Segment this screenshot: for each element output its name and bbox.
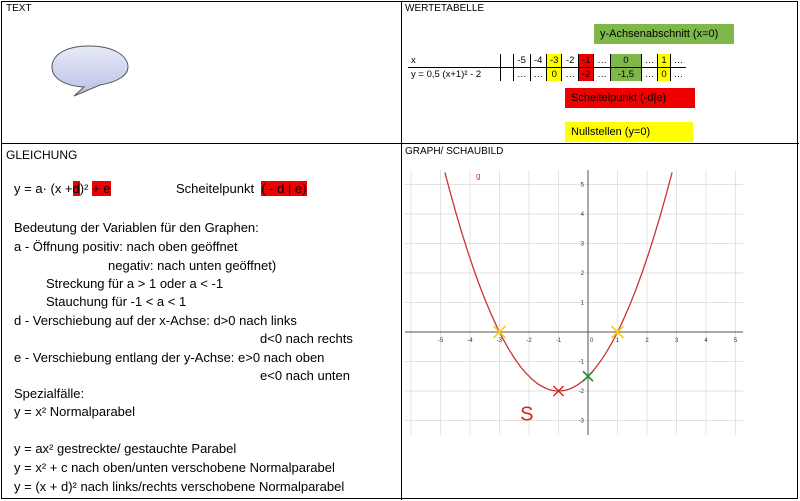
d-shift-line: d - Verschiebung auf der x-Achse: d>0 nach links bbox=[14, 313, 297, 328]
x-tick-label: 3 bbox=[674, 338, 679, 344]
x-tick-label: -5 bbox=[437, 338, 444, 344]
equation-cell-title: GLEICHUNG bbox=[6, 148, 78, 162]
d-shift-line-2: d<0 nach rechts bbox=[260, 331, 353, 346]
x-tick-label: -1 bbox=[555, 338, 562, 344]
table-cell-title: WERTETABELLE bbox=[405, 3, 485, 14]
x-row: x -5 -4 -3 -2 -1 … 0 … 1 … bbox=[408, 54, 686, 68]
streckung-line: Streckung für a > 1 oder a < -1 bbox=[46, 276, 224, 291]
y-tick-label: 3 bbox=[580, 241, 584, 248]
y-tick-label: 2 bbox=[580, 271, 584, 277]
parabola-graph bbox=[405, 170, 743, 435]
y-tick-label: 1 bbox=[580, 300, 584, 307]
x-tick-label: -2 bbox=[526, 338, 532, 344]
y-row: y = 0,5 (x+1)² - 2 … … 0 … -2 … -1,5 … 0 … bbox=[408, 68, 686, 82]
y-row-label: y = 0,5 (x+1)² - 2 bbox=[411, 69, 482, 80]
x-tick-label: -3 bbox=[496, 338, 503, 344]
y-tick-label: -2 bbox=[578, 389, 584, 395]
special-stretched: y = ax² gestreckte/ gestauchte Parabel bbox=[14, 441, 237, 456]
x-tick-label: 1 bbox=[615, 338, 620, 344]
special-shift-y: y = x² + c nach oben/unten verschobene Normalparabel bbox=[14, 460, 335, 475]
y-tick-label: 4 bbox=[580, 212, 584, 218]
vertex-legend: Scheitelpunkt (-d|e) bbox=[565, 88, 695, 108]
y-tick-label: -3 bbox=[578, 418, 584, 425]
zeros-legend: Nullstellen (y=0) bbox=[565, 122, 693, 142]
e-shift-line: e - Verschiebung entlang der y-Achse: e>0 nach oben bbox=[14, 350, 325, 365]
y-intercept-legend: y-Achsenabschnitt (x=0) bbox=[594, 24, 734, 44]
x-tick-label: 2 bbox=[645, 338, 649, 344]
d-highlight: d bbox=[72, 181, 80, 196]
row-divider bbox=[2, 143, 799, 144]
a-negative-line: negativ: nach unten geöffnet) bbox=[108, 258, 277, 273]
vertex-handwritten-label: S bbox=[520, 403, 534, 426]
meaning-heading: Bedeutung der Variablen für den Graphen: bbox=[14, 220, 259, 235]
a-opening-line: a - Öffnung positiv: nach oben geöffnet bbox=[14, 239, 238, 254]
x-tick-label: 0 bbox=[590, 338, 594, 344]
special-normal: y = x² Normalparabel bbox=[14, 404, 136, 419]
text-cell-title: TEXT bbox=[6, 3, 32, 14]
e-highlight: + e bbox=[92, 181, 111, 196]
y-tick-label: -1 bbox=[578, 359, 584, 366]
vertex-formula: Scheitelpunkt ( - d | e) bbox=[176, 181, 307, 196]
vertex-value: ( - d | e) bbox=[261, 181, 307, 196]
e-shift-line-2: e<0 nach unten bbox=[260, 368, 350, 383]
function-label: g bbox=[475, 171, 481, 181]
general-equation: y = a· (x +d)² + e bbox=[14, 181, 111, 196]
graph-cell-title: GRAPH/ SCHAUBILD bbox=[405, 146, 504, 157]
x-tick-label: 4 bbox=[704, 338, 708, 344]
special-shift-x: y = (x + d)² nach links/rechts verschobene Normalparabel bbox=[14, 479, 345, 494]
x-row-label: x bbox=[408, 54, 501, 68]
speech-bubble-icon bbox=[44, 40, 134, 100]
y-tick-label: 5 bbox=[580, 182, 584, 189]
x-tick-label: -4 bbox=[467, 338, 473, 344]
x-tick-label: 5 bbox=[733, 338, 738, 344]
column-divider bbox=[401, 2, 402, 500]
special-heading: Spezialfälle: bbox=[14, 386, 85, 401]
stauchung-line: Stauchung für -1 < a < 1 bbox=[46, 294, 187, 309]
value-table bbox=[408, 54, 686, 81]
